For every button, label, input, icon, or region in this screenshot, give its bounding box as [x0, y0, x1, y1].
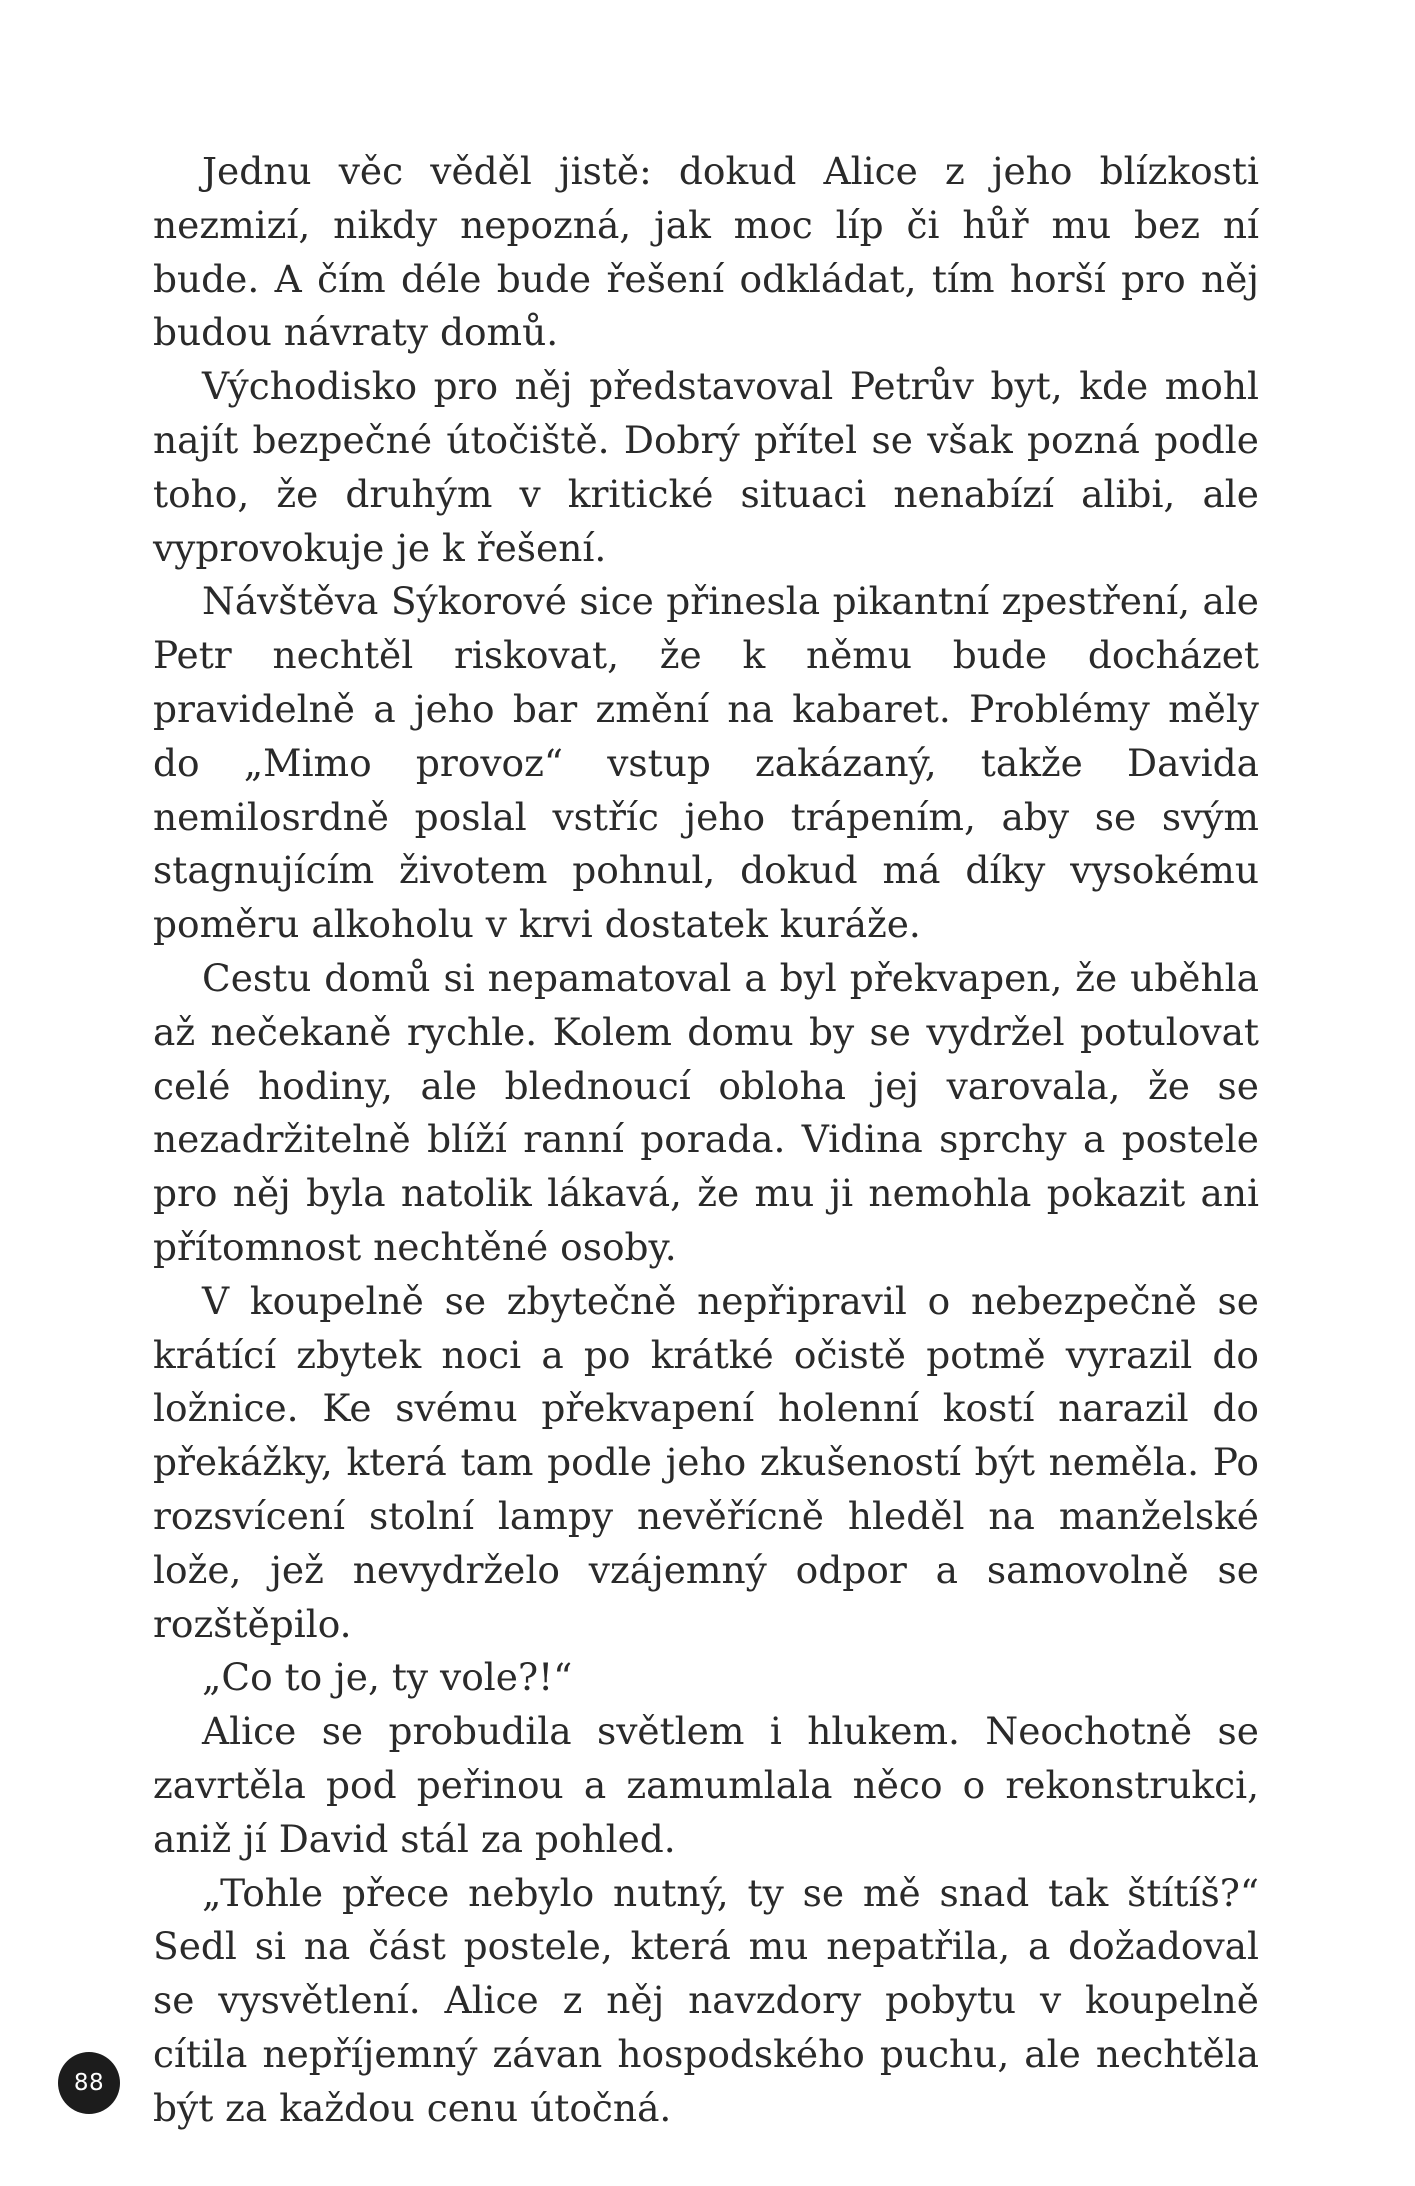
paragraph-8: „Tohle přece nebylo nutný, ty se mě snad tak štítíš?“ Sedl si na část postele, která mu nepatřila, a dožadoval se vysvětlení. Alice z něj navzdory pobytu v koupelně cítila nepříjemný závan hospodského puchu, ale nechtěla být za každou cenu útočná. [153, 1870, 1259, 2130]
body-text [153, 145, 1259, 2135]
paragraph-5: V koupelně se zbytečně nepřipravil o nebezpečně se krátící zbytek noci a po krátké očistě potmě vyrazil do ložnice. Ke svému překvapení holenní kostí narazil do překážky, která tam podle jeho zkušeností být neměla. Po rozsvícení stolní lampy nevěřícně hleděl na manželské lože, jež nevydrželo vzájemný odpor a samovolně se rozštěpilo. [153, 1278, 1259, 1646]
paragraph-3: Návštěva Sýkorové sice přinesla pikantní zpestření, ale Petr nechtěl riskovat, že k němu bude docházet pravidelně a jeho bar změní na kabaret. Problémy měly do „Mimo provoz“ vstup zakázaný, takže Davida nemilosrdně poslal vstříc jeho trápením, aby se svým stagnujícím životem pohnul, dokud má díky vysokému poměru alkoholu v krvi dostatek kuráže. [153, 579, 1259, 947]
paragraph-2: Východisko pro něj představoval Petrův byt, kde mohl najít bezpečné útočiště. Dobrý přítel se však pozná podle toho, že druhým v kritické situaci nenabízí alibi, ale vyprovokuje je k řešení. [153, 364, 1259, 570]
paragraph-1: Jednu věc věděl jistě: dokud Alice z jeho blízkosti nezmizí, nikdy nepozná, jak moc líp či hůř mu bez ní bude. A čím déle bude řešení odkládat, tím horší pro něj budou návraty domů. [153, 149, 1259, 355]
paragraph-4: Cestu domů si nepamatoval a byl překvapen, že uběhla až nečekaně rychle. Kolem domu by se vydržel potulovat celé hodiny, ale blednoucí obloha jej varovala, že se nezadržitelně blíží ranní porada. Vidina sprchy a postele pro něj byla natolik lákavá, že mu ji nemohla pokazit ani přítomnost nechtěné osoby. [153, 955, 1259, 1269]
paragraph-7: Alice se probudila světlem i hlukem. Neochotně se zavrtěla pod peřinou a zamumlala něco o rekonstrukci, aniž jí David stál za pohled. [153, 1709, 1259, 1861]
page-number-badge: 88 [58, 2052, 120, 2114]
paragraph-6-dialogue: „Co to je, ty vole?!“ [202, 1655, 573, 1700]
